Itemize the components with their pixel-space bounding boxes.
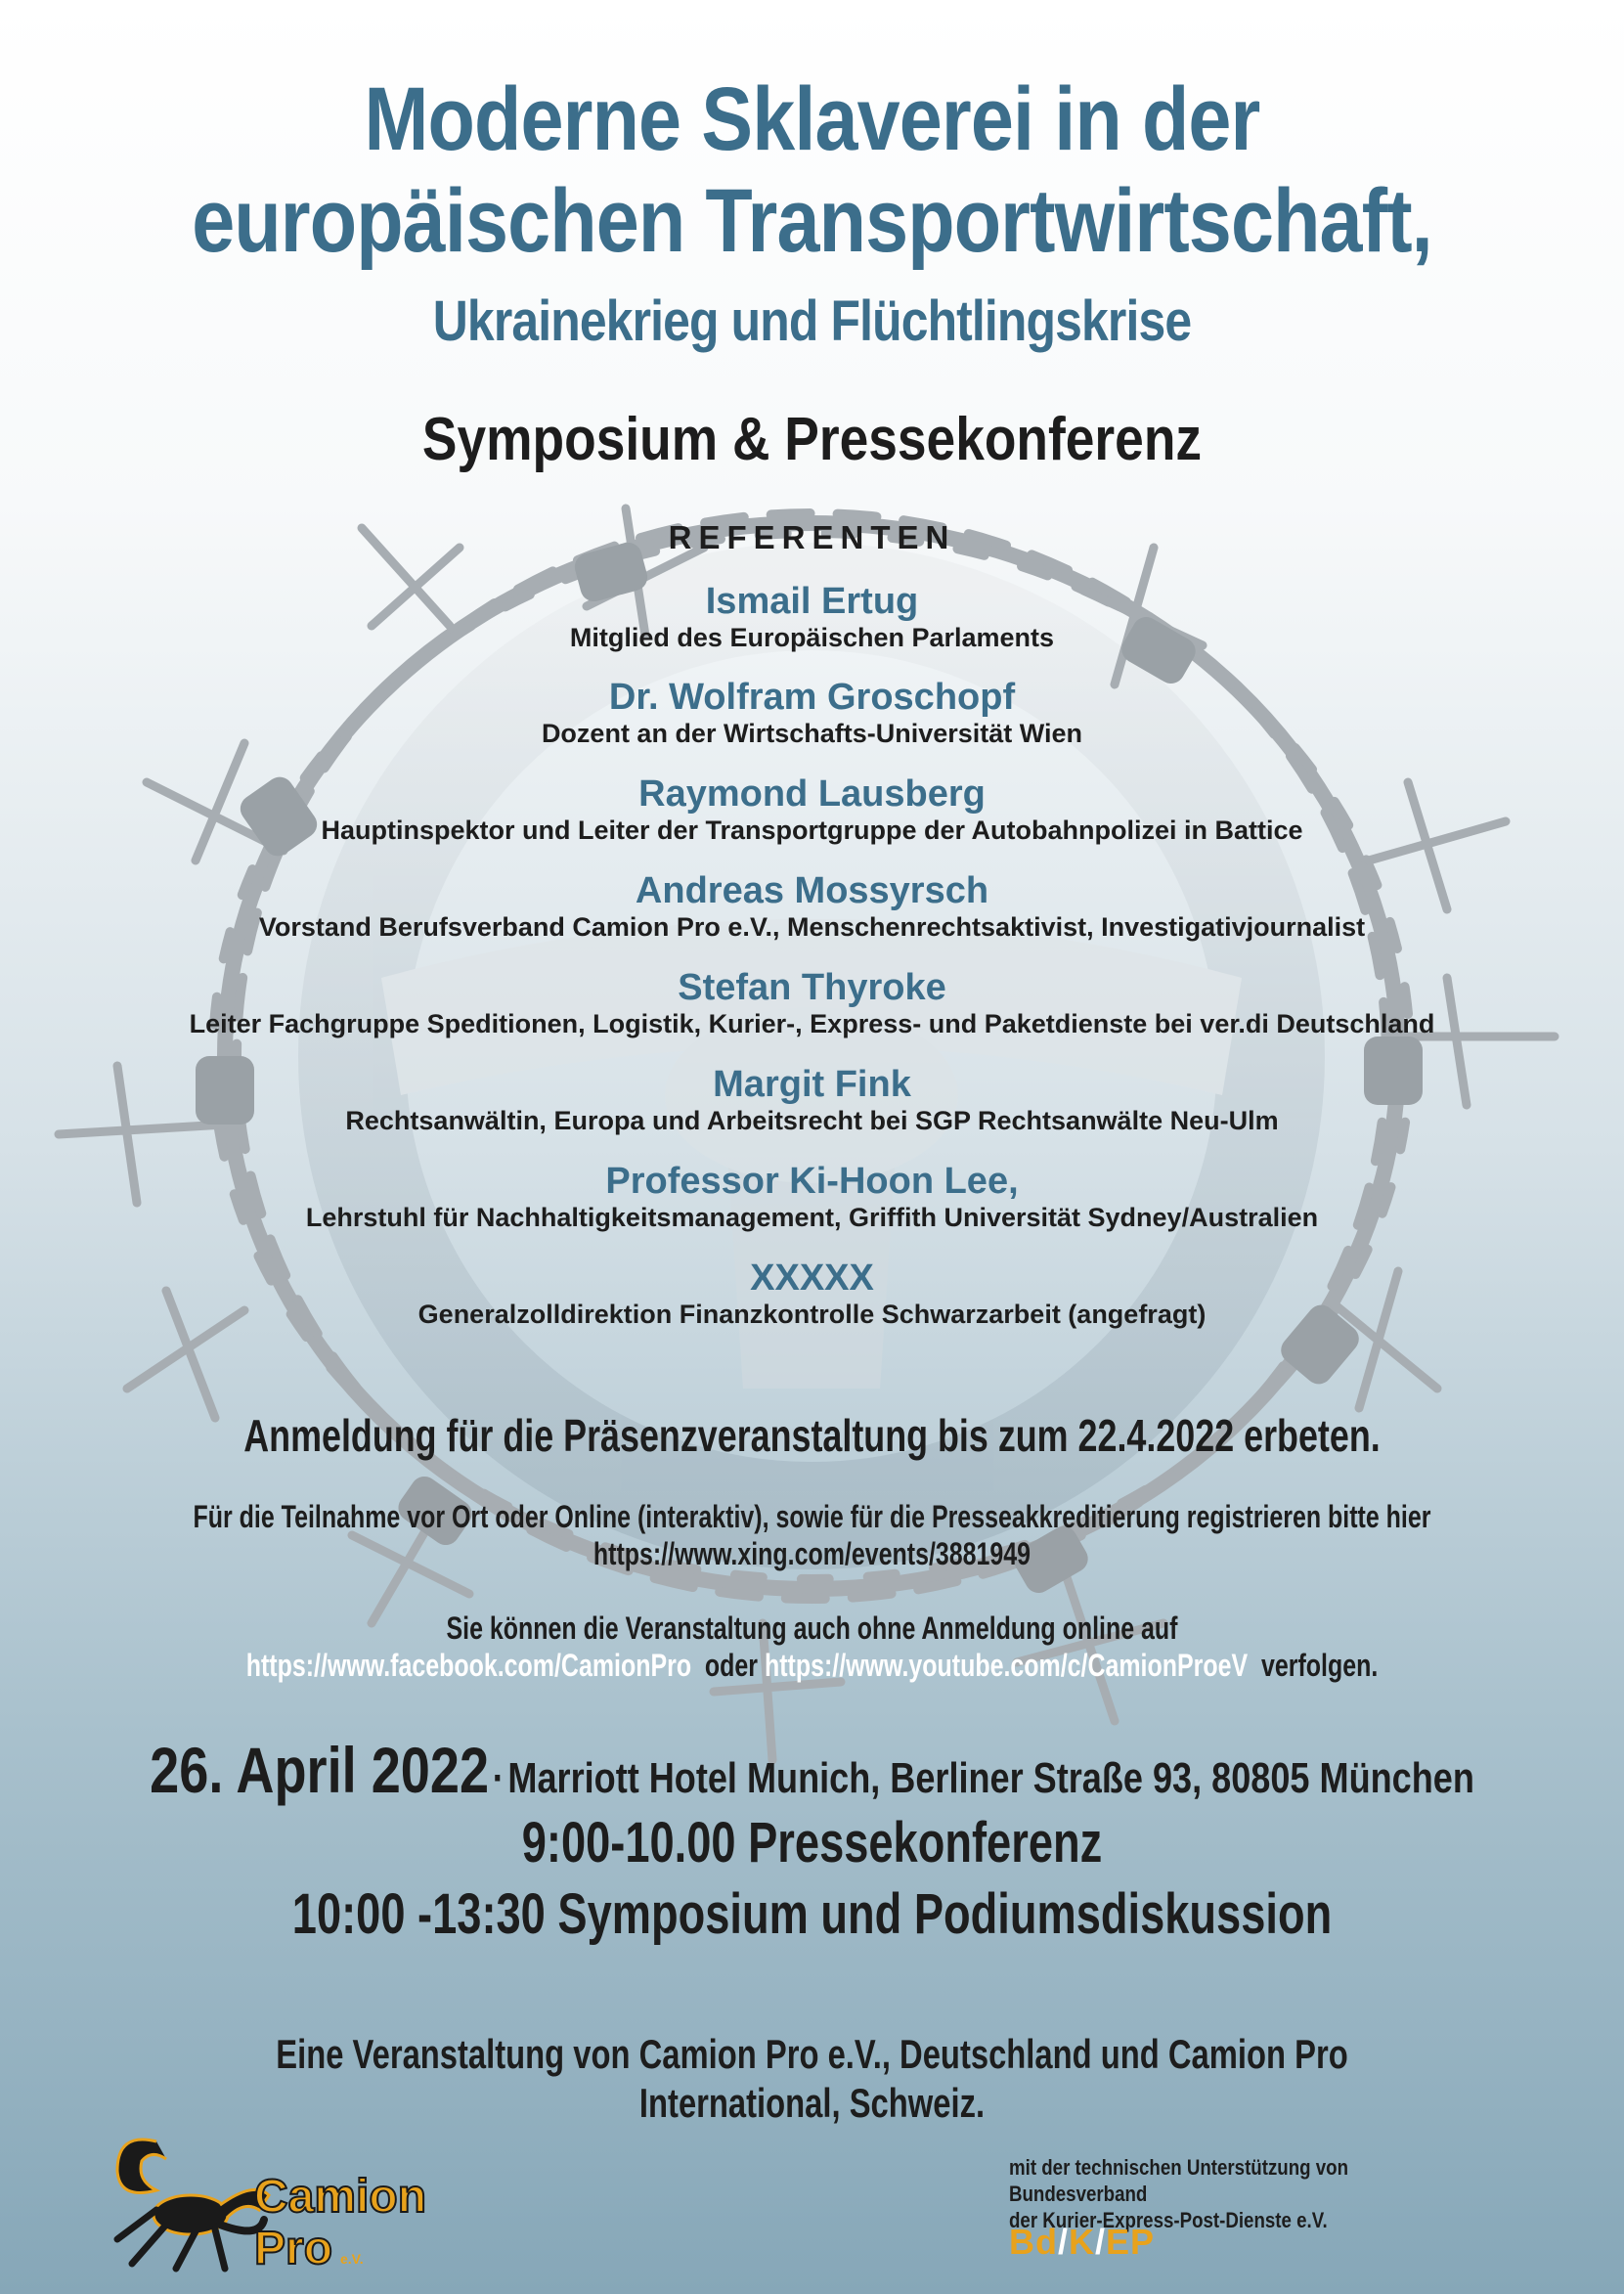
bdkep-logo: Bd/K/EP	[1009, 2222, 1156, 2262]
online-info-text: Sie können die Veranstaltung auch ohne Anmeldung online auf	[446, 1610, 1178, 1646]
speaker-name: Andreas Mossyrsch	[635, 870, 989, 911]
logo-word-camion: Camion	[254, 2171, 427, 2223]
speaker-item	[0, 870, 1624, 943]
subtitle: Ukrainekrieg und Flüchtlingskrise	[432, 289, 1192, 353]
bdkep-part: EP	[1106, 2222, 1156, 2262]
speaker-role: Mitglied des Europäischen Parlaments	[569, 623, 1055, 652]
date-separator: ·	[492, 1754, 505, 1802]
registration-deadline: Anmeldung für die Präsenzveranstaltung bis zum 22.4.2022 erbeten.	[243, 1410, 1381, 1461]
support-line-2: der Kurier-Express-Post-Dienste e.V.	[1009, 2208, 1328, 2232]
logo-suffix: e.V.	[340, 2251, 364, 2267]
speaker-name: XXXXX	[750, 1257, 874, 1299]
speaker-name: Margit Fink	[713, 1064, 911, 1105]
speaker-item	[0, 677, 1624, 749]
speaker-item	[0, 1161, 1624, 1233]
speaker-name: Stefan Thyroke	[678, 967, 946, 1008]
speaker-name: Raymond Lausberg	[638, 773, 986, 815]
speaker-role: Generalzolldirektion Finanzkontrolle Schwarzarbeit (angefragt)	[417, 1300, 1207, 1329]
speaker-item	[0, 1064, 1624, 1136]
event-date: 26. April 2022	[150, 1734, 490, 1806]
speaker-role: Rechtsanwältin, Europa und Arbeitsrecht bei SGP Rechtsanwälte Neu-Ulm	[345, 1106, 1279, 1135]
title-line-1: Moderne Sklaverei in der	[364, 69, 1260, 169]
event-type-heading: Symposium & Pressekonferenz	[421, 406, 1203, 473]
speaker-role: Lehrstuhl für Nachhaltigkeitsmanagement, Griffith Universität Sydney/Australien	[305, 1203, 1319, 1232]
scorpion-icon	[117, 2140, 269, 2269]
speaker-role: Hauptinspektor und Leiter der Transportgruppe der Autobahnpolizei in Battice	[321, 816, 1303, 845]
title-line-2: europäischen Transportwirtschaft,	[192, 171, 1432, 271]
youtube-link[interactable]: https://www.youtube.com/c/CamionProeV	[764, 1648, 1249, 1683]
online-links-line	[179, 1647, 1446, 1684]
speaker-item	[0, 967, 1624, 1039]
xing-link[interactable]: https://www.xing.com/events/3881949	[593, 1536, 1031, 1571]
speaker-role: Leiter Fachgruppe Speditionen, Logistik, Kurier-, Express- und Paketdienste bei ver.di Deutschland	[189, 1009, 1435, 1038]
follow-word: verfolgen.	[1260, 1648, 1379, 1683]
organizer-statement: Eine Veranstaltung von Camion Pro e.V., Deutschland und Camion Pro International, Schweiz.	[276, 2031, 1348, 2126]
speaker-item	[0, 1257, 1624, 1330]
bdkep-part: K	[1069, 2222, 1096, 2262]
online-info	[179, 1610, 1446, 1684]
speaker-name: Professor Ki-Hoon Lee,	[605, 1161, 1019, 1202]
schedule-symposium: 10:00 -13:30 Symposium und Podiumsdiskussion	[291, 1882, 1333, 1946]
speaker-item	[0, 581, 1624, 653]
facebook-link[interactable]: https://www.facebook.com/CamionPro	[245, 1648, 692, 1683]
bdkep-part: Bd	[1009, 2222, 1058, 2262]
speaker-role: Dozent an der Wirtschafts-Universität Wien	[541, 719, 1083, 748]
speaker-item	[0, 773, 1624, 846]
event-date-venue	[146, 1733, 1477, 1807]
logo-word-pro: Pro	[254, 2223, 333, 2274]
speaker-name: Dr. Wolfram Groschopf	[608, 677, 1016, 718]
speaker-name: Ismail Ertug	[705, 581, 919, 622]
event-venue: Marriott Hotel Munich, Berliner Straße 93, 80805 München	[507, 1754, 1474, 1802]
speakers-heading: REFERENTEN	[668, 519, 956, 555]
registration-info	[179, 1498, 1446, 1572]
schedule-press-conference: 9:00-10.00 Pressekonferenz	[521, 1811, 1103, 1875]
support-line-1: mit der technischen Unterstützung von Bundesverband	[1009, 2155, 1349, 2206]
registration-info-text: Für die Teilnahme vor Ort oder Online (interaktiv), sowie für die Presseakkreditierung registrieren bitte hier	[193, 1499, 1431, 1534]
speaker-role: Vorstand Berufsverband Camion Pro e.V., Menschenrechtsaktivist, Investigativjournalist	[258, 912, 1366, 942]
camion-pro-logo	[98, 2122, 469, 2278]
or-word: oder	[704, 1648, 759, 1683]
